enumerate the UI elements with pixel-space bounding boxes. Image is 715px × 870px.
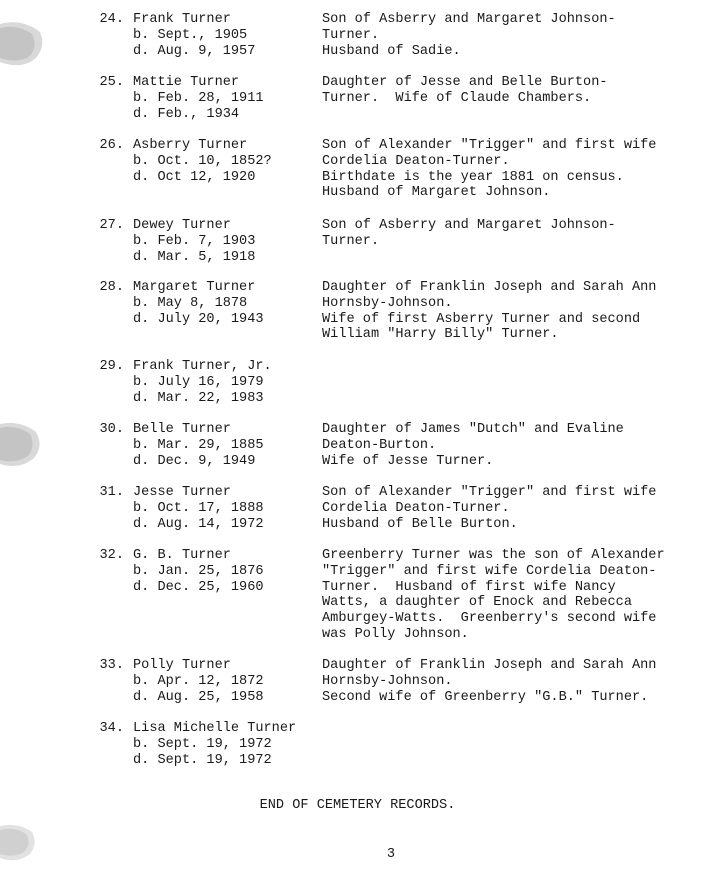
entry-birth: b. Apr. 12, 1872 xyxy=(133,674,264,689)
description-line: Husband of Sadie. xyxy=(322,43,461,59)
entry-description xyxy=(322,138,707,201)
entry-name: Belle Turner xyxy=(133,422,231,437)
punch-hole-icon xyxy=(0,420,42,468)
entry-name: Mattie Turner xyxy=(133,75,240,90)
description-line: Greenberry Turner was the son of Alexander xyxy=(322,548,665,563)
description-line: Cordelia Deaton-Turner. xyxy=(322,153,510,169)
entry-name: Jesse Turner xyxy=(133,485,231,500)
entry-description xyxy=(322,75,707,107)
entry-death: d. Aug. 9, 1957 xyxy=(133,44,256,59)
punch-hole-icon xyxy=(0,18,44,68)
description-line: Second wife of Greenberry "G.B." Turner. xyxy=(322,689,649,705)
entry-number: 24. xyxy=(99,12,124,27)
entry-birth: b. Oct. 10, 1852? xyxy=(133,154,272,169)
entry-death: d. Aug. 14, 1972 xyxy=(133,517,264,532)
entry-number: 27. xyxy=(99,218,124,233)
description-line: Watts, a daughter of Enock and Rebecca xyxy=(322,595,632,611)
entry-description xyxy=(322,658,707,705)
description-line: Amburgey-Watts. Greenberry's second wife xyxy=(322,611,657,627)
entry-death: d. July 20, 1943 xyxy=(133,312,264,327)
entry-name: Frank Turner xyxy=(133,12,231,27)
entry-birth: b. Sept. 19, 1972 xyxy=(133,737,272,752)
description-line: Birthdate is the year 1881 on census. xyxy=(322,169,624,185)
entry-death: d. Mar. 5, 1918 xyxy=(133,250,256,265)
entry-name: G. B. Turner xyxy=(133,548,231,563)
description-line: Daughter of James "Dutch" and Evaline xyxy=(322,422,624,437)
entry-birth: b. May 8, 1878 xyxy=(133,296,248,311)
description-line: Wife of first Asberry Turner and second xyxy=(322,311,641,327)
entry-number: 28. xyxy=(99,280,124,295)
description-line: Son of Asberry and Margaret Johnson- xyxy=(322,12,616,27)
entry-number: 25. xyxy=(99,75,124,90)
entry-birth: b. Oct. 17, 1888 xyxy=(133,501,264,516)
entry-birth: b. Feb. 28, 1911 xyxy=(133,91,264,106)
description-line: Hornsby-Johnson. xyxy=(322,295,453,311)
entry-number: 26. xyxy=(99,138,124,153)
description-line: Wife of Jesse Turner. xyxy=(322,453,494,469)
entry-name: Polly Turner xyxy=(133,658,231,673)
description-line: Cordelia Deaton-Turner. xyxy=(322,500,510,516)
description-line: was Polly Johnson. xyxy=(322,626,469,642)
entry-number: 32. xyxy=(99,548,124,563)
description-line: Turner. xyxy=(322,233,380,249)
entry-death: d. Dec. 9, 1949 xyxy=(133,454,256,469)
entry-birth: b. Jan. 25, 1876 xyxy=(133,564,264,579)
entry-description xyxy=(322,422,707,469)
description-line: Son of Alexander "Trigger" and first wife xyxy=(322,485,657,500)
description-line: Husband of Belle Burton. xyxy=(322,516,518,532)
entry-name: Dewey Turner xyxy=(133,218,231,233)
description-line: Deaton-Burton. xyxy=(322,437,437,453)
description-line: Turner. xyxy=(322,27,380,43)
entry-number: 33. xyxy=(99,658,124,673)
entry-name: Margaret Turner xyxy=(133,280,256,295)
entry-birth: b. Feb. 7, 1903 xyxy=(133,234,256,249)
description-line: Daughter of Franklin Joseph and Sarah Ann xyxy=(322,658,657,673)
entry-birth: b. July 16, 1979 xyxy=(133,375,264,390)
entry-name: Asberry Turner xyxy=(133,138,248,153)
description-line: "Trigger" and first wife Cordelia Deaton- xyxy=(322,563,657,579)
end-of-records-text: END OF CEMETERY RECORDS. xyxy=(259,798,456,813)
entry-name: Frank Turner, Jr. xyxy=(133,359,272,374)
entry-birth: b. Sept., 1905 xyxy=(133,28,248,43)
description-line: Daughter of Jesse and Belle Burton- xyxy=(322,75,608,90)
description-line: Daughter of Franklin Joseph and Sarah Ann xyxy=(322,280,657,295)
entry-number: 29. xyxy=(99,359,124,374)
entry-name: Lisa Michelle Turner xyxy=(133,721,297,736)
description-line: Son of Alexander "Trigger" and first wife xyxy=(322,138,657,153)
description-line: Husband of Margaret Johnson. xyxy=(322,185,551,201)
entry-death: d. Mar. 22, 1983 xyxy=(133,391,264,406)
entry-description xyxy=(322,12,707,59)
entry-description xyxy=(322,280,707,343)
description-line: Turner. Wife of Claude Chambers. xyxy=(322,90,592,106)
description-line: William "Harry Billy" Turner. xyxy=(322,327,559,343)
entry-description xyxy=(322,485,707,532)
description-line: Son of Asberry and Margaret Johnson- xyxy=(322,218,616,233)
entry-death: d. Oct 12, 1920 xyxy=(133,170,256,185)
page-number: 3 xyxy=(386,847,396,862)
entry-number: 31. xyxy=(99,485,124,500)
description-line: Turner. Husband of first wife Nancy xyxy=(322,579,616,595)
entry-death: d. Sept. 19, 1972 xyxy=(133,753,272,768)
entry-number: 34. xyxy=(99,721,124,736)
entry-description xyxy=(322,548,707,643)
entry-number: 30. xyxy=(99,422,124,437)
description-line: Hornsby-Johnson. xyxy=(322,673,453,689)
entry-description xyxy=(322,218,707,250)
entry-death: d. Aug. 25, 1958 xyxy=(133,690,264,705)
entry-birth: b. Mar. 29, 1885 xyxy=(133,438,264,453)
entry-death: d. Dec. 25, 1960 xyxy=(133,580,264,595)
entry-death: d. Feb., 1934 xyxy=(133,107,240,122)
